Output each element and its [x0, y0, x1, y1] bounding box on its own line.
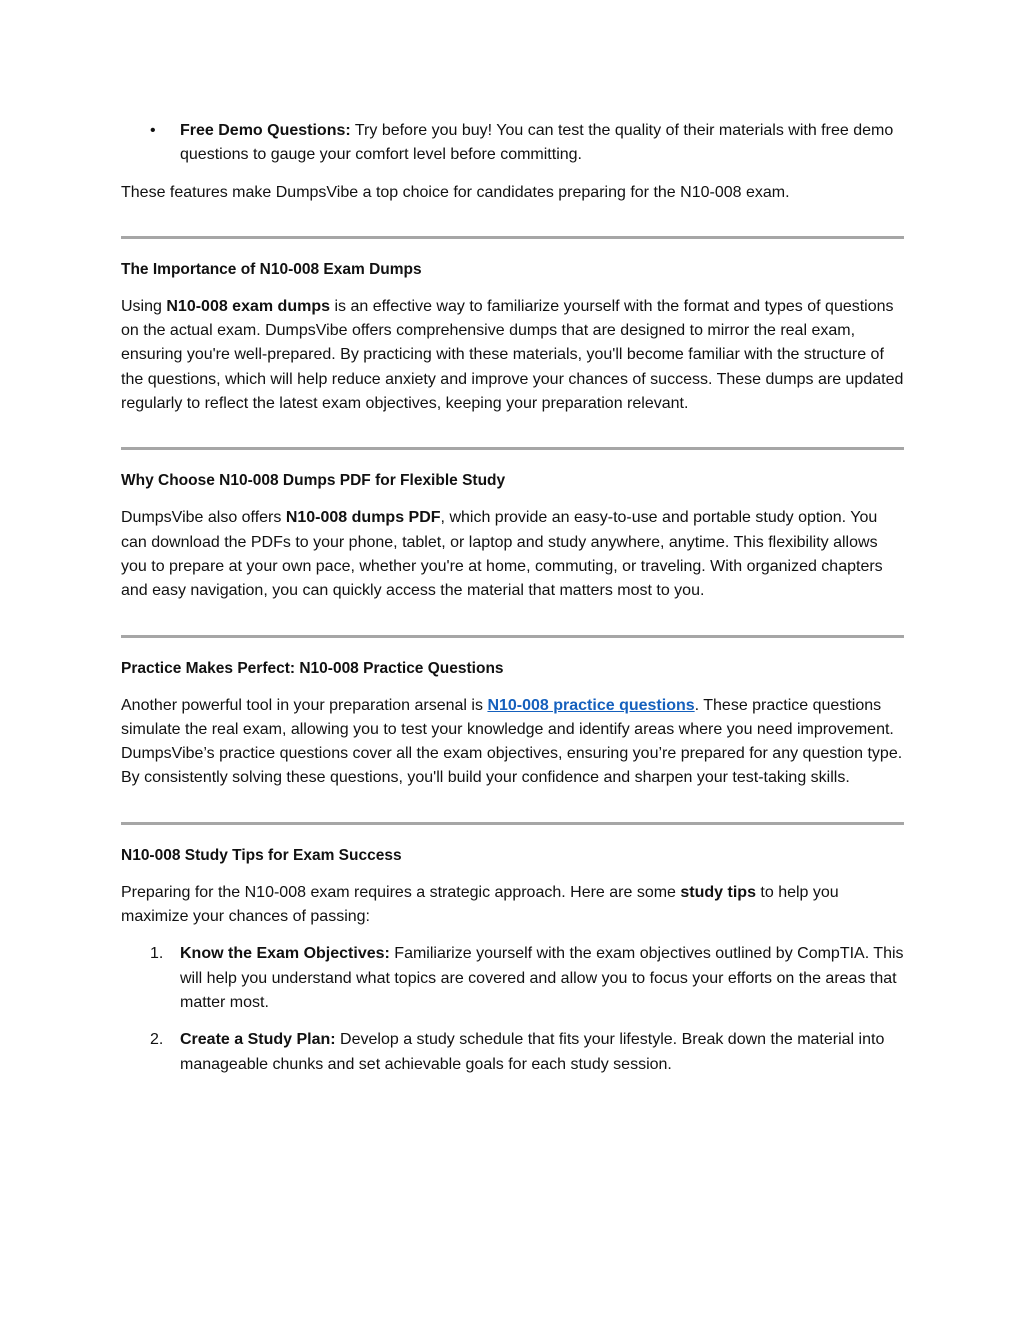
bullet-text: Try before you buy! You can test the quality of their materials with free demo questions to gauge your comfort level before committing.: [180, 122, 894, 164]
list-item-label: Know the Exam Objectives:: [180, 945, 390, 963]
document-page: [121, 119, 904, 1077]
section-paragraph: [121, 694, 904, 791]
paragraph-bold: N10-008 dumps PDF: [285, 509, 441, 527]
section-title: N10-008 Study Tips for Exam Success: [121, 846, 402, 864]
ordered-list-item: [121, 942, 904, 1015]
paragraph-bold: N10-008 exam dumps: [166, 297, 330, 315]
list-item-label: Create a Study Plan:: [180, 1031, 336, 1049]
paragraph-text: Another powerful tool in your preparation arsenal is: [121, 696, 488, 714]
section-title: Why Choose N10-008 Dumps PDF for Flexible Study: [121, 472, 506, 490]
section-divider: [121, 822, 904, 825]
list-number: 2.: [150, 1031, 164, 1049]
paragraph-text: to help you maximize your chances of passing:: [121, 883, 839, 926]
practice-questions-link[interactable]: N10-008 practice questions: [487, 696, 695, 714]
paragraph-text: DumpsVibe also offers: [121, 509, 286, 527]
paragraph-text: Using: [121, 297, 167, 315]
section-paragraph: [121, 506, 904, 603]
features-summary: These features make DumpsVibe a top choice for candidates preparing for the N10-008 exam.: [121, 183, 790, 201]
section-title: Practice Makes Perfect: N10-008 Practice Questions: [121, 659, 504, 677]
paragraph-text: Preparing for the N10-008 exam requires a strategic approach. Here are some: [121, 883, 681, 901]
section-divider: [121, 236, 904, 239]
ordered-list-item: [121, 1028, 904, 1077]
paragraph-text: is an effective way to familiarize yourself with the format and types of questions on the actual exam. DumpsVibe offers comprehensive dumps that are designed to mirror the real exam, ensuring you're well-prepared. By practicing with these materials, you'll become familiar with the structure of the questions, which will help reduce anxiety and improve your chances of success. These dumps are updated regularly to reflect the latest exam objectives, keeping your preparation relevant.: [121, 297, 904, 413]
bullet-label: Free Demo Questions:: [180, 122, 351, 139]
list-item-text: Familiarize yourself with the exam objectives outlined by CompTIA. This will help you understand what topics are covered and allow you to focus your efforts on the areas that matter most.: [180, 945, 904, 1011]
section-divider: [121, 447, 904, 450]
paragraph-text: , which provide an easy-to-use and portable study option. You can download the PDFs to your phone, tablet, or laptop and study anywhere, anytime. This flexibility allows you to prepare at your own pace, whether you're at home, commuting, or traveling. With organized chapters and easy navigation, you can quickly access the material that matters most to you.: [121, 509, 883, 600]
section-divider: [121, 635, 904, 638]
list-number: 1.: [150, 945, 164, 963]
paragraph-bold: study tips: [680, 883, 756, 901]
list-item-free-demo: [121, 119, 904, 168]
list-item-text: Develop a study schedule that fits your lifestyle. Break down the material into manageable chunks and set achievable goals for each study session.: [180, 1031, 885, 1073]
paragraph-text: . These practice questions simulate the real exam, allowing you to test your knowledge and identify areas where you need improvement. DumpsVibe’s practice questions cover all the exam objectives, ensuring you’re prepared for any question type. By consistently solving these questions, you'll build your confidence and sharpen your test-taking skills.: [121, 696, 903, 787]
section-title: The Importance of N10-008 Exam Dumps: [121, 260, 422, 278]
bullet-icon: •: [150, 122, 156, 139]
section-paragraph: [121, 295, 904, 416]
section-paragraph: [121, 881, 904, 930]
